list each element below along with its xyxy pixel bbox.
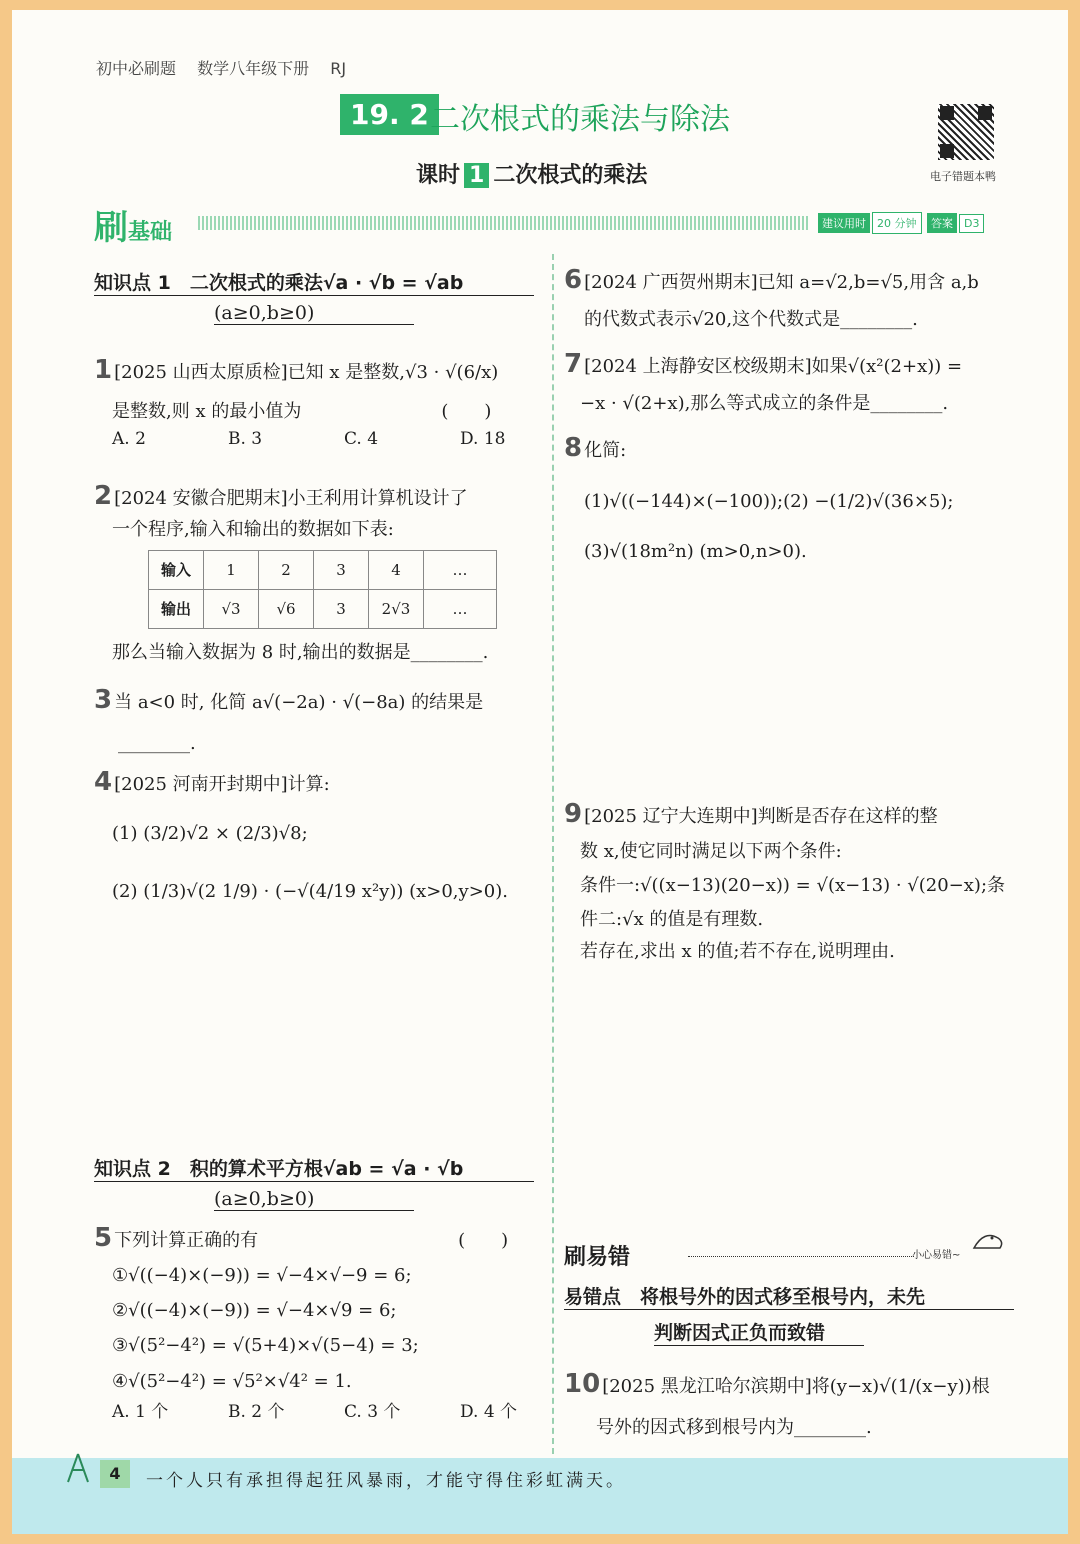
- q7-text: [2024 上海静安区校级期末]如果√(x²(2+x)) =: [584, 356, 963, 377]
- question-1: [94, 350, 544, 453]
- answer-page: D3: [959, 214, 984, 233]
- lesson-number: 1: [464, 163, 489, 188]
- q7-text2: −x · √(2+x),那么等式成立的条件是________.: [580, 393, 949, 415]
- time-label: 建议用时: [818, 213, 870, 233]
- q10-text2: 号外的因式移到根号内为________.: [596, 1417, 872, 1439]
- q1-paren: ( ): [441, 401, 492, 423]
- table-cell: 4: [369, 551, 424, 590]
- q9-text2: 数 x,使它同时满足以下两个条件:: [580, 841, 842, 863]
- table-cell: 输出: [149, 590, 204, 629]
- table-cell: 2√3: [369, 590, 424, 629]
- table-row: [149, 590, 497, 629]
- option-d[interactable]: D. 18: [460, 429, 506, 450]
- q6-text2: 的代数式表示√20,这个代数式是________.: [584, 309, 918, 331]
- question-7: [564, 344, 1014, 418]
- decorative-strip: [198, 216, 808, 230]
- q8-part1: (1)√((−144)×(−100));(2) −(1/2)√(36×5);: [584, 491, 954, 513]
- error-section-heading: 刷易错: [564, 1245, 631, 1270]
- question-10: [564, 1364, 1014, 1442]
- q5-text: 下列计算正确的有: [114, 1230, 259, 1251]
- question-2: [94, 476, 544, 667]
- subject-name: 数学八年级下册: [197, 59, 310, 78]
- question-8: [564, 428, 1014, 566]
- q4-text: [2025 河南开封期中]计算:: [114, 774, 330, 795]
- q5-options: [112, 1399, 544, 1425]
- option-c[interactable]: C. 4: [344, 429, 379, 450]
- kp2-title: 知识点 2 积的算术平方根√ab = √a · √b: [94, 1154, 534, 1182]
- table-row: [149, 551, 497, 590]
- q1-text: [2025 山西太原质检]已知 x 是整数,√3 · √(6/x): [114, 362, 499, 383]
- list-item: ①√((−4)×(−9)) = √−4×√−9 = 6;: [112, 1265, 412, 1287]
- option-c[interactable]: C. 3 个: [344, 1401, 401, 1422]
- list-item: ②√((−4)×(−9)) = √−4×√9 = 6;: [112, 1300, 397, 1322]
- section-title: 二次根式的乘法与除法: [430, 102, 730, 137]
- q10-number: 10: [564, 1369, 601, 1399]
- q6-number: 6: [564, 265, 583, 295]
- table-cell: √6: [259, 590, 314, 629]
- q9-text5: 若存在,求出 x 的值;若不存在,说明理由.: [580, 940, 895, 962]
- column-divider: [552, 254, 554, 1454]
- question-5: [94, 1218, 544, 1425]
- q2-text3: 那么当输入数据为 8 时,输出的数据是________.: [112, 642, 489, 664]
- q9-text: [2025 辽宁大连期中]判断是否存在这样的整: [584, 806, 938, 827]
- kp1-title: 知识点 1 二次根式的乘法√a · √b = √ab: [94, 268, 534, 296]
- q10-text: [2025 黑龙江哈尔滨期中]将(y−x)√(1/(x−y))根: [602, 1376, 990, 1397]
- shua-big: 刷: [94, 208, 128, 248]
- q1-text2: 是整数,则 x 的最小值为: [112, 401, 302, 423]
- q5-items: [112, 1258, 544, 1398]
- edition: RJ: [330, 59, 347, 78]
- q8-part2: (3)√(18m²n) (m>0,n>0).: [584, 541, 807, 563]
- question-6: [564, 260, 1014, 334]
- option-a[interactable]: A. 2: [112, 429, 146, 450]
- table-cell: 1: [204, 551, 259, 590]
- table-cell: …: [424, 590, 497, 629]
- lesson-prefix: 课时: [416, 163, 461, 188]
- error-dotted-line: [688, 1256, 914, 1257]
- table-cell: √3: [204, 590, 259, 629]
- time-tag: [818, 212, 986, 234]
- shua-small: 基础: [128, 220, 173, 245]
- option-b[interactable]: B. 3: [228, 429, 263, 450]
- lesson-title: [416, 158, 647, 189]
- compass-icon: [64, 1452, 92, 1484]
- q5-number: 5: [94, 1223, 113, 1253]
- q9-text3: 条件一:√((x−13)(20−x)) = √(x−13) · √(20−x);条: [580, 875, 1006, 897]
- q6-text: [2024 广西贺州期末]已知 a=√2,b=√5,用含 a,b: [584, 272, 979, 293]
- table-cell: 2: [259, 551, 314, 590]
- q9-text4: 件二:√x 的值是有理数.: [580, 909, 764, 931]
- table-cell: 3: [314, 551, 369, 590]
- error-point-title: 易错点 将根号外的因式移至根号内，未先: [564, 1282, 1014, 1310]
- error-point: [564, 1282, 1014, 1346]
- q4-part2: (2) (1/3)√(2 1/9) · (−√(4/19 x²y)) (x>0,y>0).: [112, 881, 508, 903]
- bird-icon: [970, 1224, 1006, 1254]
- question-4: [94, 762, 544, 906]
- q1-options: [112, 426, 544, 452]
- q2-text: [2024 安徽合肥期末]小王利用计算机设计了: [114, 488, 468, 509]
- q3-text: 当 a<0 时, 化简 a√(−2a) · √(−8a) 的结果是: [114, 692, 484, 713]
- io-table: [148, 550, 497, 629]
- table-cell: 3: [314, 590, 369, 629]
- option-a[interactable]: A. 1 个: [112, 1401, 169, 1422]
- q1-number: 1: [94, 355, 113, 385]
- table-cell: 输入: [149, 551, 204, 590]
- q2-number: 2: [94, 481, 113, 511]
- lesson-name: 二次根式的乘法: [493, 163, 648, 188]
- page-number: 4: [100, 1460, 130, 1488]
- q3-number: 3: [94, 685, 113, 715]
- q5-paren: ( ): [458, 1230, 509, 1251]
- option-b[interactable]: B. 2 个: [228, 1401, 285, 1422]
- qr-code-icon[interactable]: [938, 104, 994, 160]
- q3-blank: ________.: [118, 733, 196, 755]
- shua-jichu-logo: [94, 200, 172, 249]
- running-header: [96, 56, 362, 79]
- q8-text: 化简:: [584, 440, 627, 461]
- book-name: 初中必刷题: [96, 59, 177, 78]
- q2-text2: 一个程序,输入和输出的数据如下表:: [112, 519, 394, 541]
- q9-number: 9: [564, 799, 583, 829]
- knowledge-point-1: [94, 268, 534, 325]
- kp1-condition: (a≥0,b≥0): [214, 302, 414, 325]
- footer-motto: 一个人只有承担得起狂风暴雨，才能守得住彩虹满天。: [146, 1471, 626, 1491]
- q4-part1: (1) (3/2)√2 × (2/3)√8;: [112, 823, 308, 845]
- question-3: [94, 680, 544, 758]
- q7-number: 7: [564, 349, 583, 379]
- error-note: 小心易错~: [912, 1250, 961, 1261]
- kp2-condition: (a≥0,b≥0): [214, 1188, 414, 1211]
- option-d[interactable]: D. 4 个: [460, 1401, 518, 1422]
- section-number: 19. 2: [340, 94, 439, 135]
- table-cell: …: [424, 551, 497, 590]
- page-sheet: [12, 10, 1068, 1534]
- q4-number: 4: [94, 767, 113, 797]
- knowledge-point-2: [94, 1154, 534, 1211]
- list-item: ④√(5²−4²) = √5²×√4² = 1.: [112, 1370, 352, 1392]
- qr-label: 电子错题本鸭: [930, 170, 996, 183]
- error-point-title2: 判断因式正负而致错: [654, 1318, 864, 1346]
- time-value: 20 分钟: [872, 212, 922, 234]
- answer-label: 答案: [927, 213, 957, 233]
- q8-number: 8: [564, 433, 583, 463]
- question-9: [564, 794, 1014, 966]
- list-item: ③√(5²−4²) = √(5+4)×√(5−4) = 3;: [112, 1335, 419, 1357]
